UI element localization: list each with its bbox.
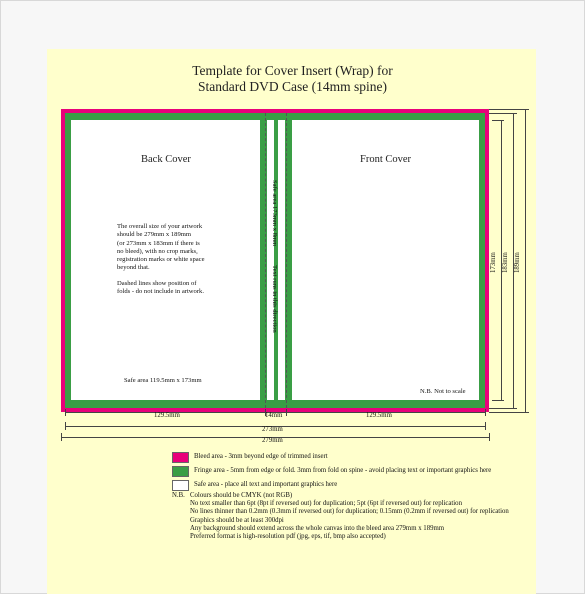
dim-tick bbox=[492, 400, 504, 401]
notes-list: Colours should be CMYK (not RGB) No text smaller than 6pt (8pt if reversed out) for duplication; 5pt (6pt if reversed out) for replication No lines thinner than 0.2mm (0.3mm if reversed out) for duplication; 0.15mm (0.2mm if reversed out) for replication Graphics should be at least 300dpi Any background should extend across the whole canvas into the bleed area 279mm x 189mm Preferred format is high-resolution pdf (jpg, eps, tif, bmp also accepted) bbox=[190, 492, 509, 541]
legend-bleed: Bleed area - 3mm beyond edge of trimmed insert bbox=[194, 453, 328, 460]
dim-back-width: 129.5mm bbox=[154, 412, 180, 419]
spine-safe-label: Safe area 173mm x 8mm bbox=[271, 180, 278, 247]
dim-tick bbox=[485, 409, 486, 416]
dim-tick bbox=[492, 120, 504, 121]
legend-swatch-safe bbox=[172, 480, 189, 491]
fold-line-left bbox=[265, 113, 266, 408]
dim-tick bbox=[489, 412, 529, 413]
dim-tick bbox=[489, 408, 517, 409]
legend-swatch-fringe bbox=[172, 466, 189, 477]
dim-spine-width: 14mm bbox=[265, 412, 283, 419]
dim-tick bbox=[65, 422, 66, 430]
back-cover-paragraph-1: The overall size of your artwork should be 279mm x 189mm (or 273mm x 183mm if there is no bleed), with no crop marks, registration marks or white space beyond that. bbox=[117, 223, 205, 272]
dim-total-bleed: 279mm bbox=[262, 437, 283, 444]
front-cover-title: Front Cover bbox=[360, 154, 412, 165]
spine-direction-label: Text runs in this direction bbox=[271, 265, 278, 333]
spine-safe-area-right bbox=[278, 120, 285, 400]
template-title-line2: Standard DVD Case (14mm spine) bbox=[198, 79, 387, 94]
dim-height-bleed: 189mm bbox=[514, 252, 521, 273]
legend-swatch-bleed bbox=[172, 452, 189, 463]
dim-tick bbox=[489, 113, 517, 114]
dim-tick bbox=[286, 409, 287, 416]
dim-line-189 bbox=[525, 109, 526, 412]
template-title-line1: Template for Cover Insert (Wrap) for bbox=[192, 63, 393, 78]
back-cover-title: Back Cover bbox=[141, 154, 191, 165]
legend-safe: Safe area - place all text and important graphics here bbox=[194, 481, 338, 488]
spine-safe-area-left bbox=[267, 120, 274, 400]
dim-height-safe: 173mm bbox=[490, 252, 497, 273]
not-to-scale-note: N.B. Not to scale bbox=[420, 388, 466, 395]
dim-front-width: 129.5mm bbox=[366, 412, 392, 419]
notes-label: N.B. bbox=[172, 492, 185, 499]
dim-total-no-bleed: 273mm bbox=[262, 426, 283, 433]
legend-fringe: Fringe area - 5mm from edge or fold. 3mm from fold on spine - avoid placing text or important graphics here bbox=[194, 467, 492, 474]
dim-tick bbox=[489, 433, 490, 441]
back-cover-safe-label: Safe area 119.5mm x 173mm bbox=[124, 377, 202, 384]
dim-tick bbox=[61, 433, 62, 441]
dim-height-no-bleed: 183mm bbox=[502, 252, 509, 273]
fold-line-right bbox=[286, 113, 287, 408]
dim-tick bbox=[65, 409, 66, 416]
dim-tick bbox=[489, 109, 529, 110]
dim-tick bbox=[485, 422, 486, 430]
back-cover-paragraph-2: Dashed lines show position of folds - do not include in artwork. bbox=[117, 280, 204, 296]
